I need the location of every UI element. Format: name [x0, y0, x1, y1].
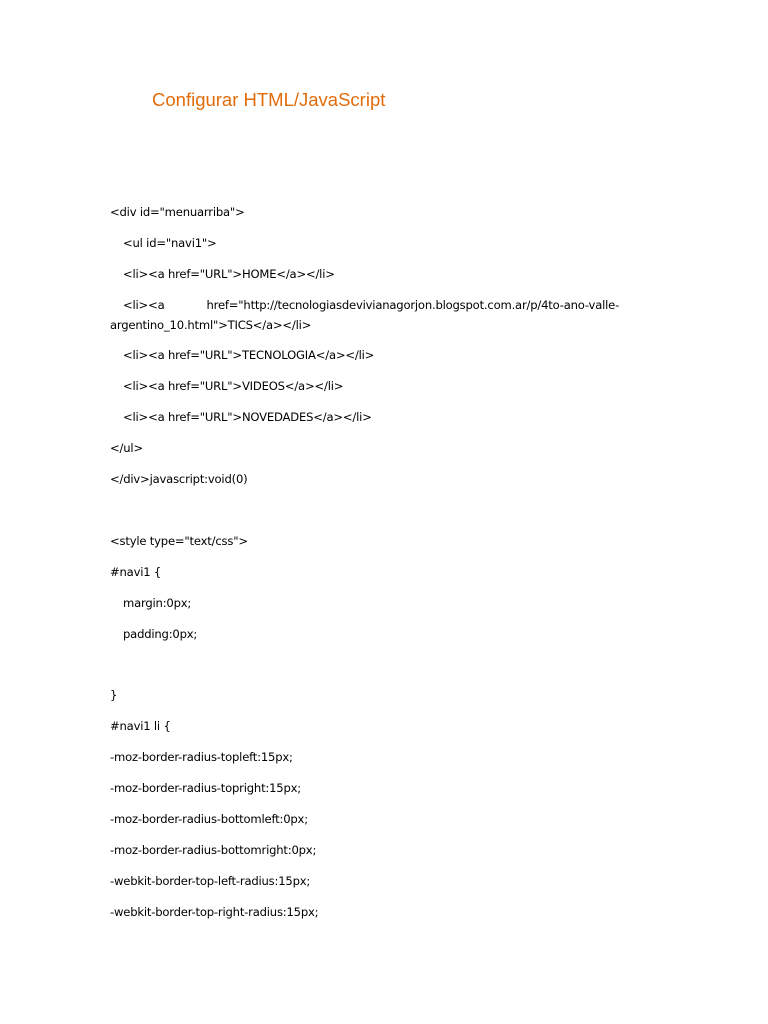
code-line-moz-topright: -moz-border-radius-topright:15px;	[110, 781, 302, 795]
code-line-div-open: <div id="menuarriba">	[110, 205, 245, 219]
code-line-li-tics-href: href="http://tecnologiasdevivianagorjon.blogspot.com.ar/p/4to-ano-valle-	[206, 298, 620, 312]
code-line-webkit-top-left: -webkit-border-top-left-radius:15px;	[110, 874, 311, 888]
code-line-li-tics	[123, 298, 619, 312]
code-line-brace-close: }	[110, 688, 118, 702]
code-line-li-home: <li><a href="URL">HOME</a></li>	[123, 267, 335, 281]
code-line-padding: padding:0px;	[123, 627, 198, 641]
code-line-moz-bottomleft: -moz-border-radius-bottomleft:0px;	[110, 812, 308, 826]
code-line-ul-open: <ul id="navi1">	[123, 236, 217, 250]
code-line-style-open: <style type="text/css">	[110, 534, 248, 548]
code-line-li-novedades: <li><a href="URL">NOVEDADES</a></li>	[123, 410, 372, 424]
code-line-moz-topleft: -moz-border-radius-topleft:15px;	[110, 750, 293, 764]
code-line-moz-bottomright: -moz-border-radius-bottomright:0px;	[110, 843, 317, 857]
code-line-webkit-top-right: -webkit-border-top-right-radius:15px;	[110, 905, 319, 919]
code-line-li-tics-start: <li><a	[123, 298, 165, 312]
code-line-ul-close: </ul>	[110, 441, 143, 455]
code-line-navi1-li-selector: #navi1 li {	[110, 719, 171, 733]
page-title: Configurar HTML/JavaScript	[152, 89, 386, 110]
code-line-div-close: </div>javascript:void(0)	[110, 472, 248, 486]
code-line-li-tecnologia: <li><a href="URL">TECNOLOGIA</a></li>	[123, 348, 375, 362]
code-line-li-tics-continued: argentino_10.html">TICS</a></li>	[110, 318, 312, 332]
code-line-navi1-selector: #navi1 {	[110, 565, 162, 579]
code-line-margin: margin:0px;	[123, 596, 192, 610]
code-line-li-videos: <li><a href="URL">VIDEOS</a></li>	[123, 379, 344, 393]
